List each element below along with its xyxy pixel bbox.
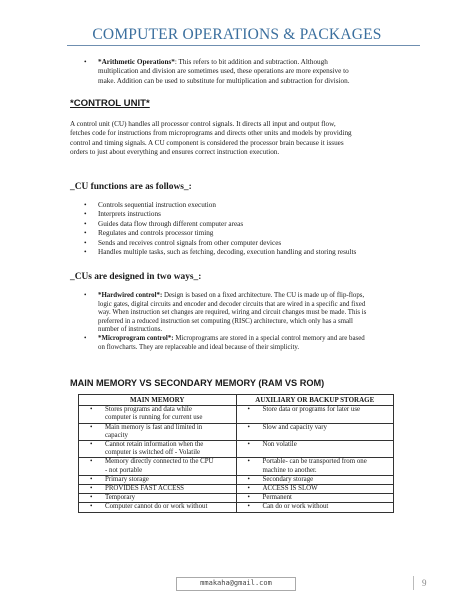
arithmetic-text-line: multiplication and division are sometimes used, these operations are more expensive to (98, 67, 349, 76)
paragraph-line: control and timing signals. A CU component is considered the processor brain because it issues (70, 138, 344, 147)
list-item: • *Microprogram control*: Microprograms are stored in a special control memory and are based on flowcharts. They are replaceable and ideal because of their simplicity. (84, 334, 365, 351)
footer-email-box (176, 577, 296, 591)
column-header: MAIN MEMORY (79, 395, 237, 406)
design-ways-list (84, 292, 418, 352)
functions-list (84, 201, 424, 257)
title-divider (67, 45, 420, 46)
bullet-dot: • (84, 58, 87, 66)
memory-heading: MAIN MEMORY VS SECONDARY MEMORY (RAM VS ROM) (70, 378, 325, 388)
control-unit-paragraph (70, 120, 410, 157)
paragraph-line: orders to just about everything and ensures correct instruction execution. (70, 147, 280, 156)
table-row: • Memory directly connected to the CPU - not portable • Portable- can be transported from one machine to another. (79, 458, 394, 475)
list-item: • Guides data flow through different computer areas (84, 219, 244, 228)
list-item: • *Hardwired control*: Design is based on a fixed architecture. The CU is made up of flip-flops, logic gates, digital circuits and encoder and decoder circuits that are wired in a specific and fixed way. When instruction set changes are required, wiring and circuit changes must be made. This is preferred in a reduced instruction set computing (RISC) architecture, which only has a small number of instructions. (84, 292, 367, 334)
functions-heading: _CU functions are as follows_: (70, 182, 192, 192)
arithmetic-text-line: : This refers to bit addition and subtraction. Although (174, 58, 328, 66)
list-item: • Regulates and controls processor timing (84, 229, 214, 238)
page-title: COMPUTER OPERATIONS & PACKAGES (92, 26, 382, 43)
table-row: • Computer cannot do or work without • Can do or work without (79, 503, 394, 512)
hardwired-label: *Hardwired control*: (98, 292, 163, 299)
table-row: • Cannot retain information when the computer is switched off - Volatile • Non volatile (79, 441, 394, 458)
footer-email: mmakaha@gmail.com (200, 579, 272, 587)
table-row: • Primary storage • Secondary storage (79, 475, 394, 484)
list-item: • Handles multiple tasks, such as fetching, decoding, execution handling and storing results (84, 248, 357, 257)
control-unit-heading: *CONTROL UNIT* (70, 98, 150, 109)
design-ways-heading: _CUs are designed in two ways_: (70, 272, 202, 282)
arithmetic-label: *Arithmetic Operations* (98, 58, 175, 66)
table-row: • Temporary • Permanent (79, 494, 394, 503)
column-header: AUXILIARY OR BACKUP STORAGE (236, 395, 394, 406)
list-item: • Sends and receives control signals from other computer devices (84, 238, 282, 247)
table-row: • Main memory is fast and limited in capacity • Slow and capacity vary (79, 423, 394, 440)
page-number-divider (413, 576, 414, 590)
table-row: • Stores programs and data while computer is running for current use • Store data or programs for later use (79, 406, 394, 423)
list-item: • Interprets instructions (84, 210, 161, 219)
table-row: • PROVIDES FAST ACCESS • ACCESS IS SLOW (79, 485, 394, 494)
arithmetic-text-line: make. Addition can be used to substitute for multiplication and subtraction for division. (98, 76, 350, 85)
paragraph-line: fetches code for instructions from microprograms and directs other units and models by providing (70, 129, 352, 138)
microprogram-label: *Microprogram control*: (98, 334, 174, 342)
paragraph-line: A control unit (CU) handles all processor control signals. It directs all input and output flow, (70, 120, 336, 128)
table-header-row (79, 395, 394, 406)
memory-comparison-table (78, 394, 394, 513)
list-item: • Controls sequential instruction execution (84, 201, 216, 209)
page-number: 9 (422, 578, 427, 588)
